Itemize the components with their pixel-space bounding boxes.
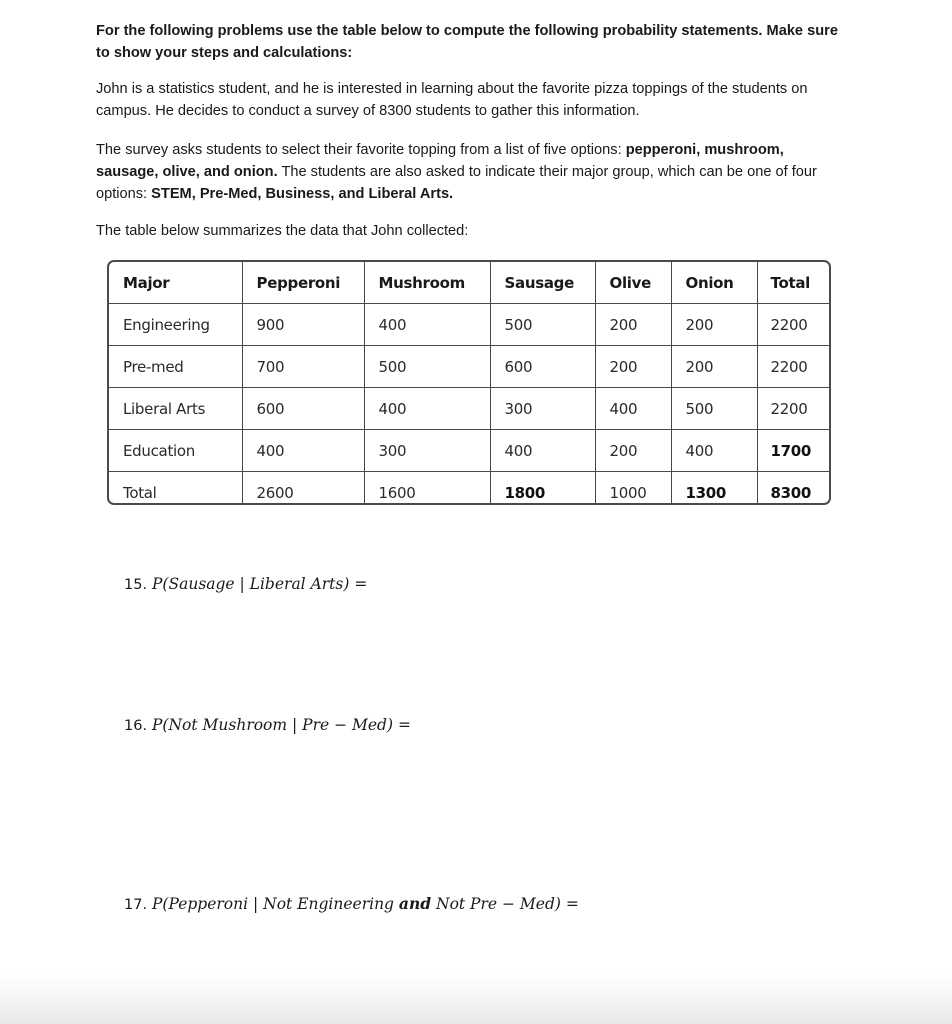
header-total: Total	[757, 262, 831, 304]
cell-major: Education	[109, 430, 242, 472]
cell: 400	[490, 430, 595, 472]
table-row-total	[109, 472, 831, 506]
question-number: 15.	[124, 577, 148, 593]
context-paragraph-john: John is a statistics student, and he is interested in learning about the favorite pizza toppings of the students on campus. He decides to conduct a survey of 8300 students to gather this information.	[96, 81, 808, 119]
cell-major: Total	[109, 472, 242, 506]
cell-grand-total: 8300	[757, 472, 831, 506]
cell: 1300	[671, 472, 757, 506]
cell-total: 2200	[757, 304, 831, 346]
header-olive: Olive	[595, 262, 671, 304]
cell: 500	[490, 304, 595, 346]
cell: 600	[242, 388, 364, 430]
question-expression-a: P(Pepperoni | Not Engineering	[152, 895, 399, 913]
header-major: Major	[109, 262, 242, 304]
question-number: 17.	[124, 897, 148, 913]
cell: 300	[364, 430, 490, 472]
header-mushroom: Mushroom	[364, 262, 490, 304]
cell: 200	[671, 304, 757, 346]
cell-major: Liberal Arts	[109, 388, 242, 430]
question-expression: P(Sausage | Liberal Arts) =	[152, 575, 368, 593]
survey-toppings: pepperoni, mushroom, sausage, olive, and onion.	[96, 142, 784, 180]
cell: 200	[595, 430, 671, 472]
cell: 200	[671, 346, 757, 388]
cell: 200	[595, 304, 671, 346]
table-header-row	[109, 262, 831, 304]
page-bottom-shadow	[0, 974, 952, 1024]
question-expression-and: and	[398, 894, 432, 913]
cell: 400	[595, 388, 671, 430]
cell: 200	[595, 346, 671, 388]
question-17	[124, 894, 579, 913]
survey-text-b: The students are also asked to indicate their major group, which can be one of four options:	[96, 164, 817, 202]
cell: 2600	[242, 472, 364, 506]
survey-text-a: The survey asks students to select their favorite topping from a list of five options:	[96, 142, 626, 158]
table-row	[109, 388, 831, 430]
header-onion: Onion	[671, 262, 757, 304]
cell: 1000	[595, 472, 671, 506]
cell: 1800	[490, 472, 595, 506]
table-row	[109, 304, 831, 346]
cell-total: 2200	[757, 388, 831, 430]
question-number: 16.	[124, 718, 148, 734]
data-table	[107, 260, 831, 505]
header-pepperoni: Pepperoni	[242, 262, 364, 304]
cell: 1600	[364, 472, 490, 506]
cell: 400	[671, 430, 757, 472]
cell: 300	[490, 388, 595, 430]
question-16	[124, 716, 411, 734]
cell-total: 1700	[757, 430, 831, 472]
cell: 700	[242, 346, 364, 388]
cell: 400	[364, 388, 490, 430]
question-15	[124, 575, 367, 593]
header-sausage: Sausage	[490, 262, 595, 304]
cell-total: 2200	[757, 346, 831, 388]
cell: 500	[671, 388, 757, 430]
instructions-paragraph: For the following problems use the table below to compute the following probability statements. Make sure to show your steps and calculations:	[96, 23, 838, 61]
table-row	[109, 430, 831, 472]
survey-majors: STEM, Pre-Med, Business, and Liberal Arts.	[151, 186, 454, 202]
cell: 500	[364, 346, 490, 388]
question-expression: P(Not Mushroom | Pre − Med) =	[152, 716, 411, 734]
cell-major: Pre-med	[109, 346, 242, 388]
table-lead-text: The table below summarizes the data that John collected:	[96, 223, 469, 239]
context-paragraph-survey	[96, 139, 846, 205]
cell: 400	[364, 304, 490, 346]
question-expression-b: Not Pre − Med) =	[431, 895, 579, 913]
table-row	[109, 346, 831, 388]
cell-major: Engineering	[109, 304, 242, 346]
cell: 400	[242, 430, 364, 472]
cell: 900	[242, 304, 364, 346]
cell: 600	[490, 346, 595, 388]
